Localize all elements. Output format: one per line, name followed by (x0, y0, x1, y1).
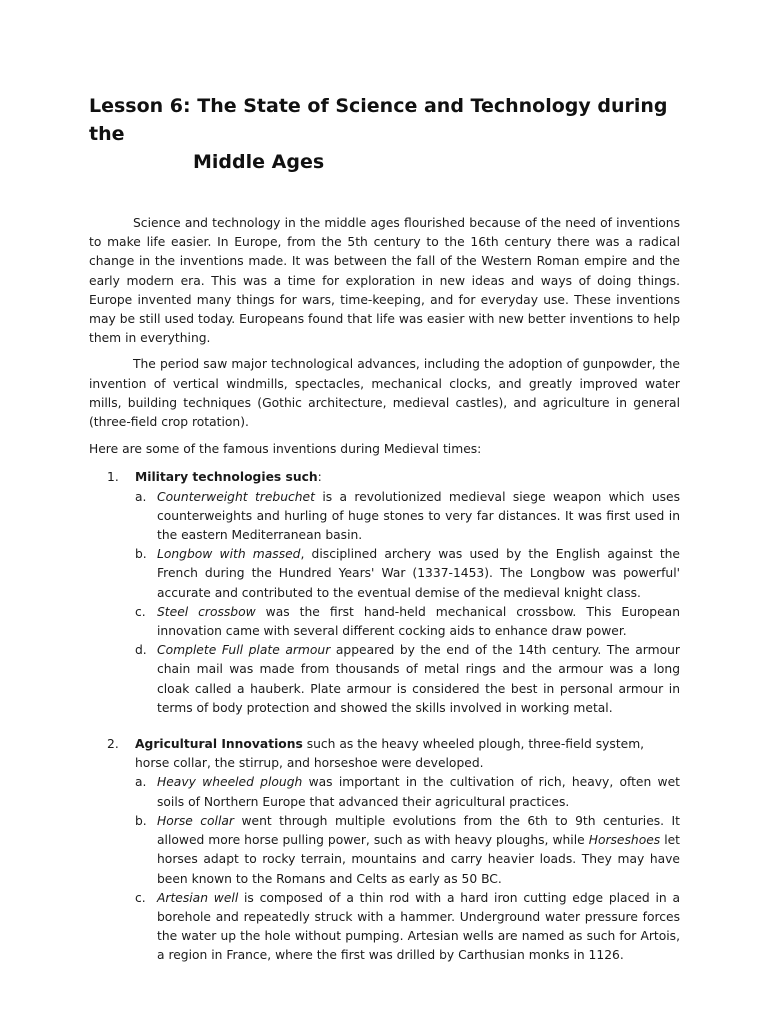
item-text: was important in the cultivation of rich, heavy, often wet soils of Northern Europe that advanced their agricultural practices. (157, 775, 680, 809)
section-heading: Agricultural Innovations (135, 737, 303, 752)
item-text-2: let horses adapt to rocky terrain, mountains and carry heavier loads. They may have been known to the Romans and Celts as early as 50 BC. (157, 833, 680, 886)
military-items (135, 488, 680, 718)
section-heading-suffix: such as the heavy wheeled plough, three-field system, horse collar, the stirrup, and horseshoe were developed. (135, 737, 645, 771)
title-line-1: Lesson 6: The State of Science and Technology during the (89, 95, 668, 145)
item-letter: d. (135, 643, 147, 658)
item-text: appeared by the end of the 14th century. The armour chain mail was made from thousands of metal rings and the armour was a long cloak called a hauberk. Plate armour is considered the best in personal armour in terms of body protection and showed the skills involved in working metal. (157, 643, 680, 715)
item-text: is a revolutionized medieval siege weapon which uses counterweights and hurling of huge stones to very far distances. It was first used in the eastern Mediterranean basin. (157, 489, 680, 543)
list-item (135, 603, 681, 641)
advances-paragraph: The period saw major technological advances, including the adoption of gunpowder, the invention of vertical windmills, spectacles, mechanical clocks, and greatly improved water mills, building techniques (Gothic architecture, medieval castles), and agriculture in general (three-field crop rotation). (89, 357, 680, 430)
list-intro: Here are some of the famous inventions during Medieval times: (89, 442, 482, 457)
list-item (135, 545, 681, 603)
agricultural-items (135, 773, 680, 965)
item-letter: a. (135, 489, 147, 504)
section-number: 1. (107, 470, 119, 485)
list-item (135, 773, 680, 811)
list-item (135, 488, 680, 546)
item-letter: c. (135, 890, 146, 905)
item-text: was the first hand-held mechanical crossbow. This European innovation came with several different cocking aids to enhance draw power. (157, 604, 681, 639)
item-letter: b. (135, 547, 147, 562)
title-line-2: Middle Ages (193, 151, 325, 173)
list-item (135, 812, 680, 889)
item-term: Horse collar (157, 813, 234, 828)
item-term: Longbow with massed (157, 547, 301, 562)
list-item (135, 641, 680, 718)
list-item (135, 889, 680, 966)
item-term: Complete Full plate armour (157, 643, 331, 658)
item-letter: c. (135, 604, 146, 619)
item-term-2: Horseshoes (588, 833, 661, 848)
item-letter: b. (135, 813, 147, 828)
section-heading: Military technologies such (135, 470, 318, 485)
item-text: is composed of a thin rod with a hard iron cutting edge placed in a borehole and repeatedly struck with a hammer. Underground water pressure forces the water up the hole without pumping. Artesian wells are named as such for Artois, a region in France, where the first was drilled by Carthusian monks in 1126. (157, 890, 680, 963)
inventions-list (89, 468, 680, 965)
item-text: , disciplined archery was used by the English against the French during the Hundred Years' War (1337-1453). The Longbow was powerful' accurate and contributed to the eventual demise of the medieval knight class. (157, 547, 681, 600)
item-term: Counterweight trebuchet (157, 489, 315, 504)
item-term: Steel crossbow (157, 604, 256, 619)
item-letter: a. (135, 775, 147, 790)
section-agricultural (107, 735, 680, 965)
section-number: 2. (107, 737, 119, 752)
section-military (107, 468, 681, 718)
section-heading-suffix: : (317, 470, 322, 485)
lesson-title (89, 92, 680, 176)
item-text: went through multiple evolutions from the 6th to 9th centuries. It allowed more horse pulling power, such as with heavy ploughs, while (157, 813, 680, 848)
item-term: Heavy wheeled plough (157, 775, 303, 790)
item-term: Artesian well (157, 890, 239, 905)
intro-paragraph: Science and technology in the middle ages flourished because of the need of inventions to make life easier. In Europe, from the 5th century to the 16th century there was a radical change in the inventions made. It was between the fall of the Western Roman empire and the early modern era. This was a time for exploration in new ideas and ways of doing things. Europe invented many things for wars, time-keeping, and for everyday use. These inventions may be still used today. Europeans found that life was easier with new better inventions to help them in everything. (89, 216, 680, 346)
